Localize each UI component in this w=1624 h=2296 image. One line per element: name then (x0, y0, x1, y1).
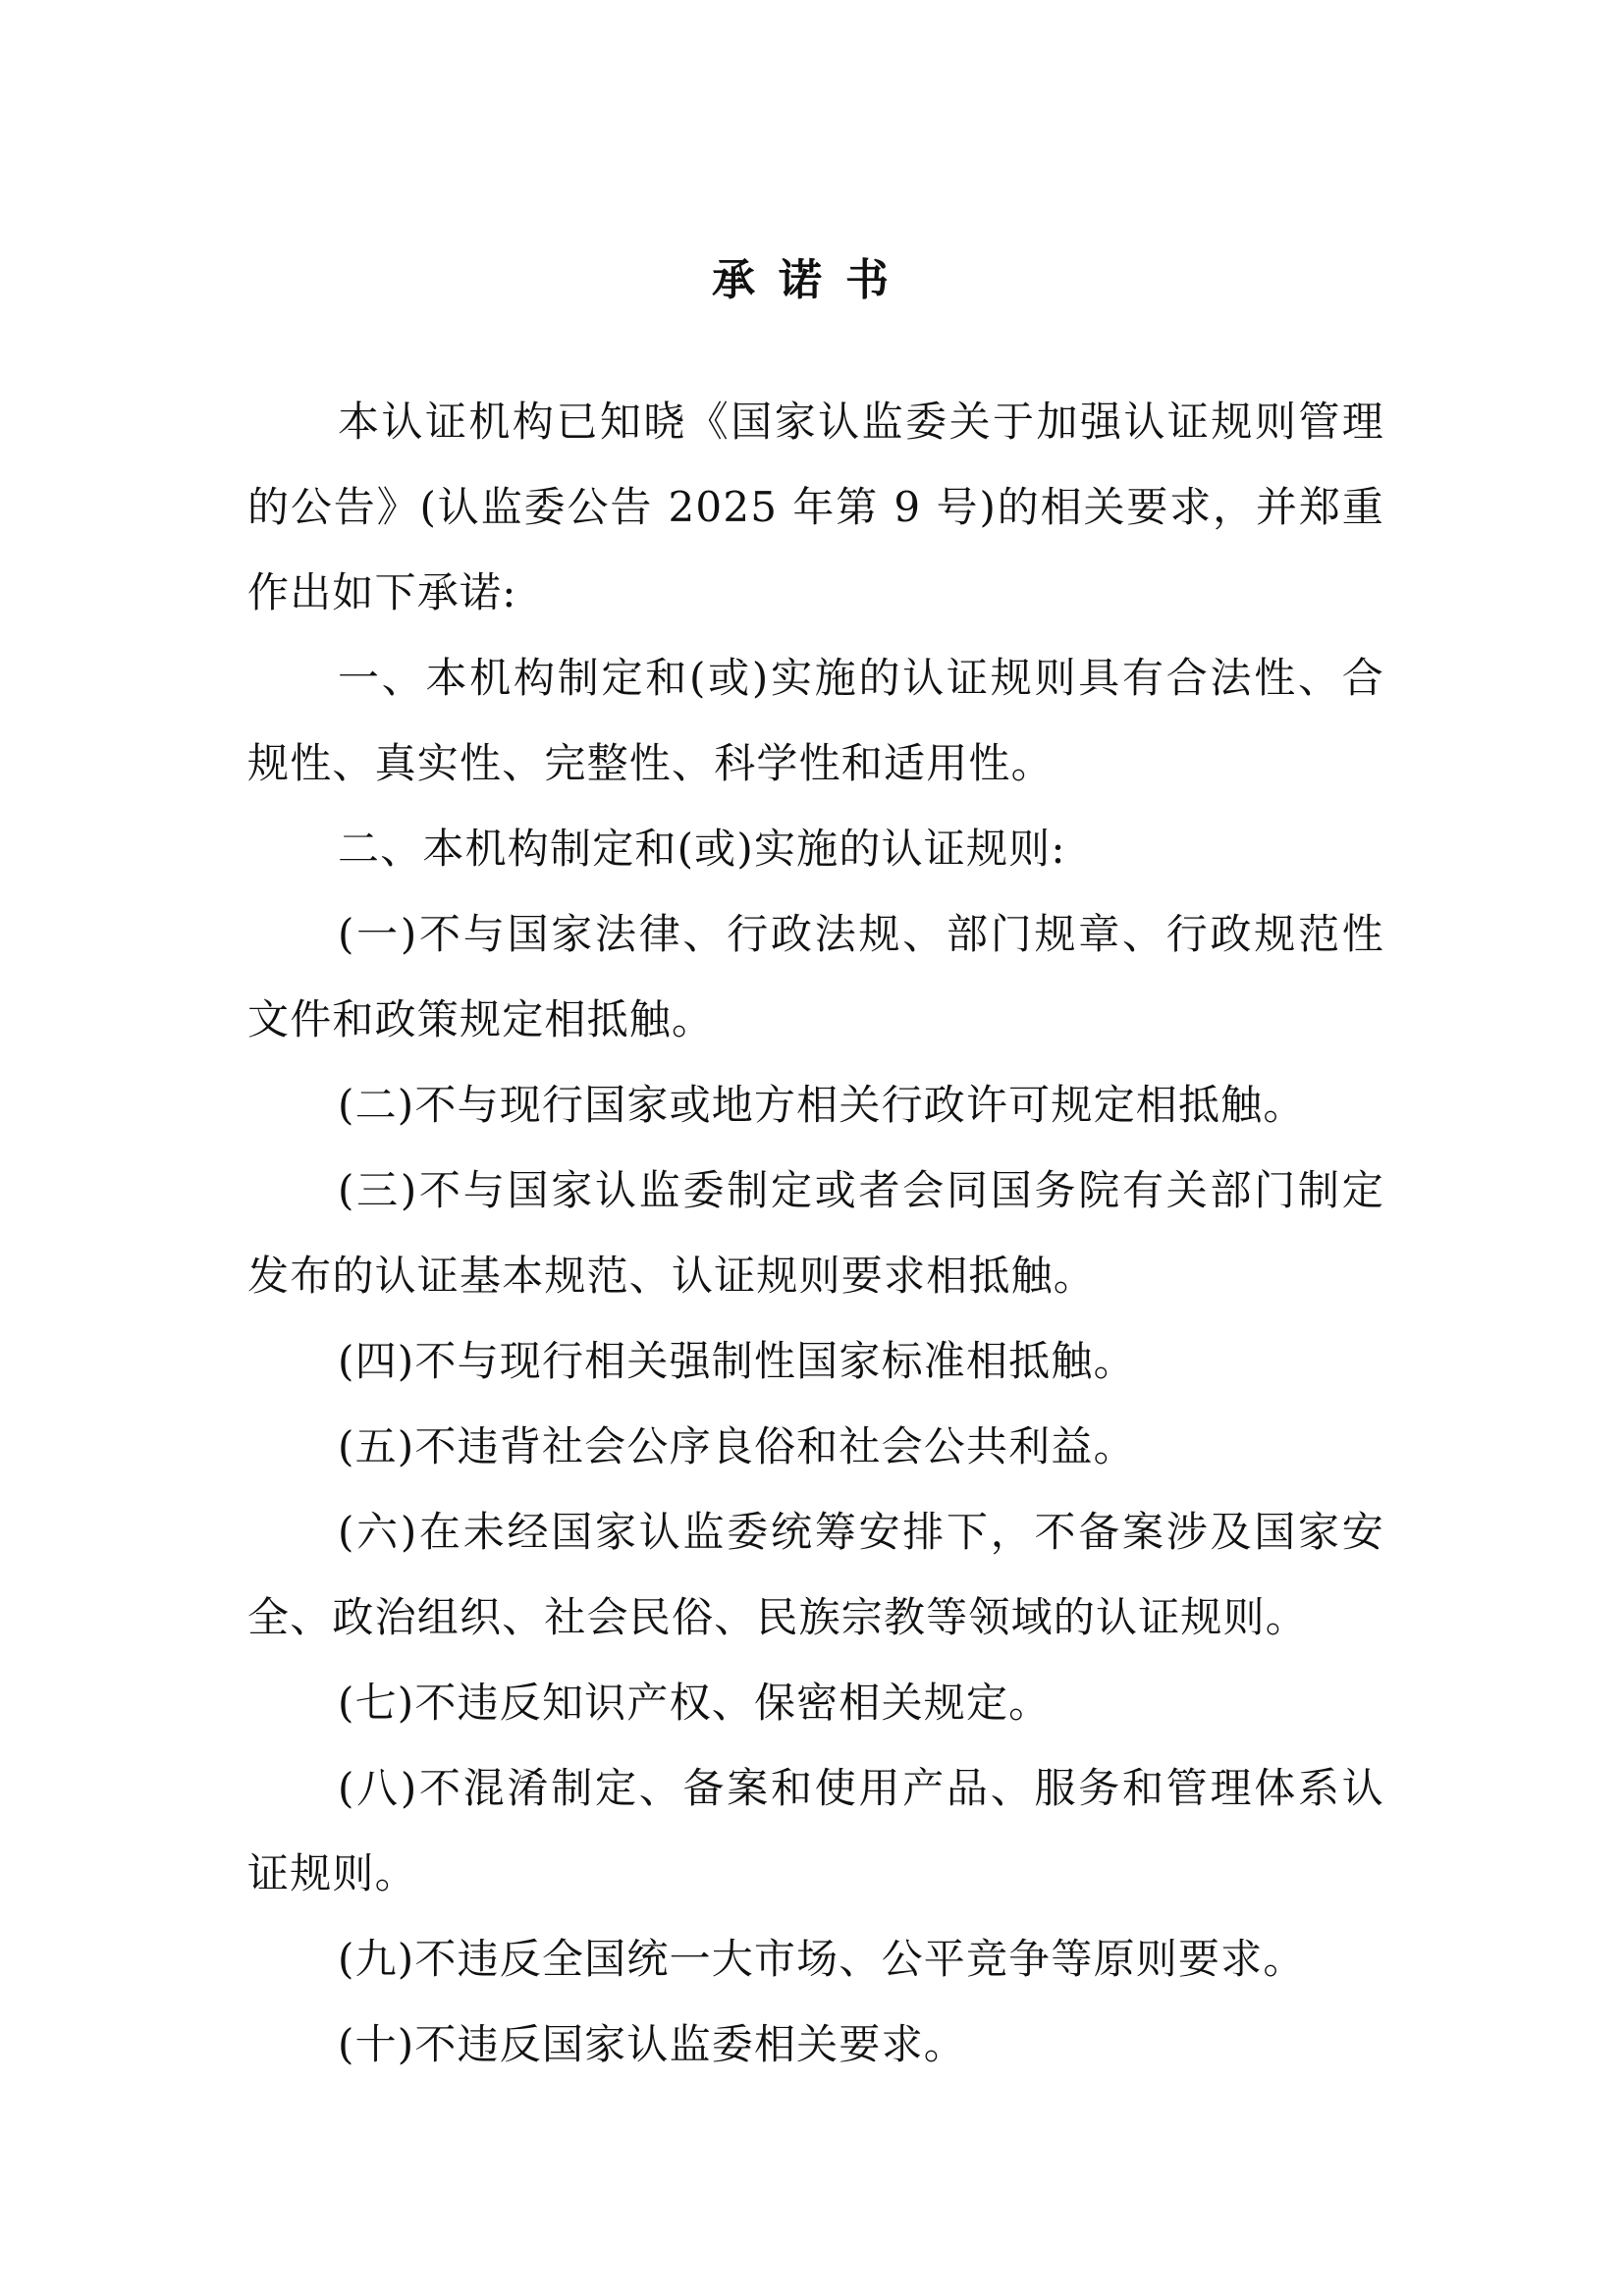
clause-2-paragraph: 二、本机构制定和(或)实施的认证规则: (338, 825, 1066, 873)
document-body (247, 379, 1384, 2087)
item-6-paragraph: (六)在未经国家认监委统筹安排下，不备案涉及国家安全、政治组织、社会民俗、民族宗教等领域的认证规则。 (247, 1508, 1384, 1641)
intro-paragraph: 本认证机构已知晓《国家认监委关于加强认证规则管理的公告》(认监委公告 2025 年第 9 号)的相关要求，并郑重作出如下承诺: (247, 398, 1384, 616)
item-7-paragraph: (七)不违反知识产权、保密相关规定。 (338, 1679, 1052, 1727)
item-4-paragraph: (四)不与现行相关强制性国家标准相抵触。 (338, 1337, 1136, 1385)
item-1-paragraph: (一)不与国家法律、行政法规、部门规章、行政规范性文件和政策规定相抵触。 (247, 910, 1384, 1043)
item-5-paragraph: (五)不违背社会公序良俗和社会公共利益。 (338, 1422, 1136, 1470)
item-3-paragraph: (三)不与国家认监委制定或者会同国务院有关部门制定发布的认证基本规范、认证规则要求相抵触。 (247, 1166, 1384, 1300)
item-9-paragraph: (九)不违反全国统一大市场、公平竞争等原则要求。 (338, 1935, 1306, 1983)
item-8-paragraph: (八)不混淆制定、备案和使用产品、服务和管理体系认证规则。 (247, 1764, 1384, 1897)
item-10-paragraph: (十)不违反国家认监委相关要求。 (338, 2020, 966, 2068)
item-2-paragraph: (二)不与现行国家或地方相关行政许可规定相抵触。 (338, 1081, 1306, 1129)
document-title: 承诺书 (712, 255, 912, 305)
clause-1-paragraph: 一、本机构制定和(或)实施的认证规则具有合法性、合规性、真实性、完整性、科学性和适用性。 (247, 654, 1384, 787)
